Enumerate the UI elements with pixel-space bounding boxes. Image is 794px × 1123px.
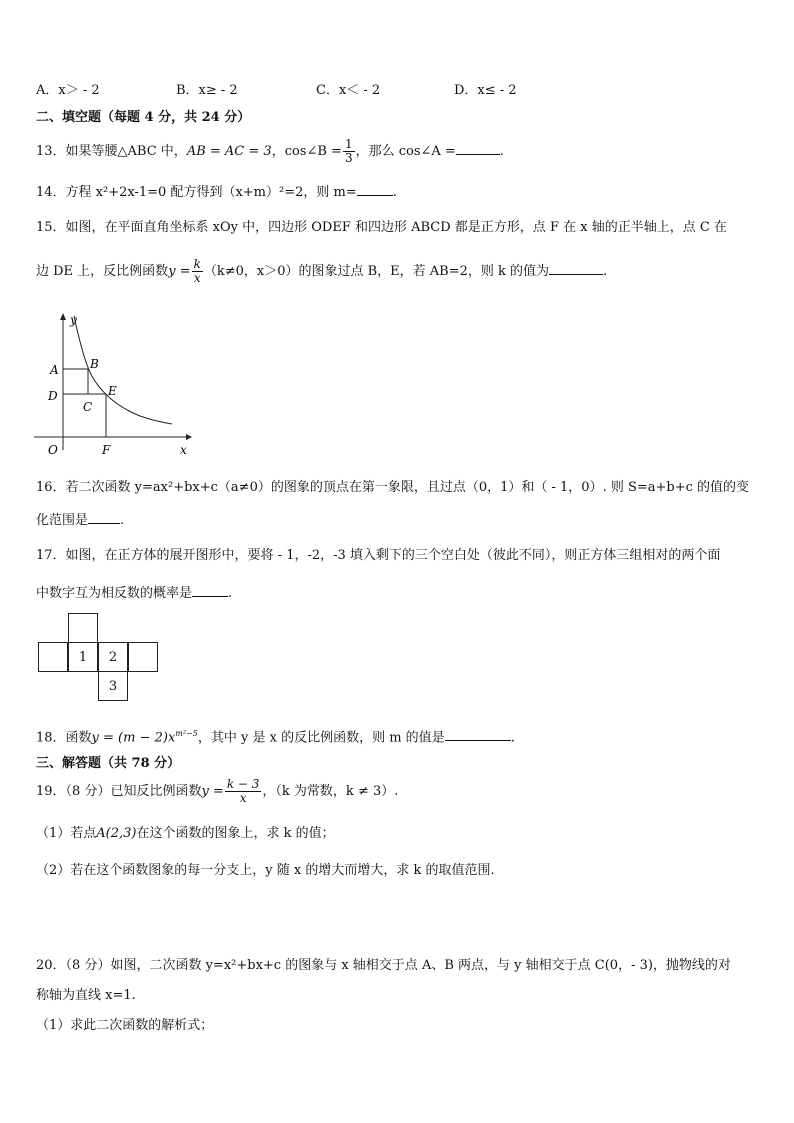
net-cell-two: 2	[98, 642, 128, 672]
question-14: 14．方程 x²+2x-1=0 配方得到（x+m）²=2，则 m= .	[36, 185, 397, 200]
label-a: A	[50, 363, 59, 377]
label-d: D	[48, 389, 58, 403]
q15-function: y =	[168, 264, 191, 279]
q18-function: y = (m − 2)x	[91, 730, 176, 746]
square-abcd	[63, 369, 88, 394]
option-b: B．x≥ - 2	[176, 83, 238, 98]
q15-answer-blank	[549, 262, 603, 275]
q18-answer-blank	[445, 728, 511, 741]
q13-equation: AB = AC = 3	[186, 144, 272, 159]
net-cell-left	[38, 642, 68, 672]
section-fill-blank-title: 二、填空题（每题 4 分，共 24 分）	[36, 110, 251, 125]
q19-point: A(2,3)	[96, 826, 137, 841]
y-axis-arrow	[60, 313, 66, 320]
label-o: O	[48, 443, 58, 457]
label-c: C	[83, 400, 93, 414]
net-cell-three: 3	[98, 671, 128, 701]
question-16-line1: 16．若二次函数 y=ax²+bx+c（a≠0）的图象的顶点在第一象限，且过点（0，1）和（ - 1，0）. 则 S=a+b+c 的值的变	[36, 480, 750, 495]
q13-fraction: $\frac{1}{3}$	[344, 137, 353, 165]
q13-answer-blank	[456, 142, 500, 155]
q14-text: 14．方程 x²+2x-1=0 配方得到（x+m）²=2，则 m=	[36, 185, 357, 200]
question-20-line2: 称轴为直线 x=1.	[36, 988, 136, 1003]
question-18: 18．函数$y = (m - 2)x^{m^2-5}$，其中 y 是 x 的反比例函数，则 m 的值是 .	[36, 729, 515, 746]
q15-fraction: $\frac{k}{x}$	[193, 257, 201, 285]
label-f: F	[102, 443, 111, 457]
question-15-line2: 边 DE 上，反比例函数y = $\frac{k}{x}$ （k≠0，x＞0）的图象过点 B，E，若 AB=2，则 k 的值为 .	[36, 257, 608, 285]
x-axis-arrow	[186, 434, 192, 440]
question-19-part2: （2）若在这个函数图象的每一分支上，y 随 x 的增大而增大，求 k 的取值范围.	[36, 863, 495, 878]
question-19: 19．（8 分）已知反比例函数y = $\frac{k - 3}{x}$ ，（k 为常数，k ≠ 3）.	[36, 777, 399, 805]
question-17-line2: 中数字互为相反数的概率是 .	[36, 586, 233, 601]
q17-answer-blank	[192, 584, 228, 597]
q14-answer-blank	[357, 183, 393, 196]
label-x: x	[180, 443, 187, 457]
section-answer-title: 三、解答题（共 78 分）	[36, 756, 181, 771]
question-20-part1: （1）求此二次函数的解析式；	[36, 1018, 214, 1033]
q19-function: y =	[201, 784, 224, 799]
q13-text: 13．如果等腰△ABC 中，	[36, 144, 187, 159]
figure-q15-coordinate-plane	[30, 308, 200, 458]
question-19-part1: （1）若点A(2,3)在这个函数的图象上，求 k 的值；	[36, 826, 335, 841]
label-b: B	[90, 357, 99, 371]
option-c: C．x＜ - 2	[316, 83, 381, 98]
label-e: E	[108, 384, 117, 398]
net-cell-top	[68, 613, 98, 643]
q16-answer-blank	[88, 511, 120, 524]
question-20-line1: 20．（8 分）如图，二次函数 y=x²+bx+c 的图象与 x 轴相交于点 A、B 两点，与 y 轴相交于点 C(0，- 3)，抛物线的对	[36, 958, 731, 973]
q19-fraction: $\frac{k - 3}{x}$	[226, 777, 260, 805]
label-y: y	[70, 313, 77, 327]
q13-cos-a: ，那么 cos∠A =	[355, 144, 456, 159]
question-16-line2: 化范围是 .	[36, 513, 125, 528]
q18-exponent: m²−5	[175, 729, 198, 738]
net-cell-right	[128, 642, 158, 672]
option-d: D．x≤ - 2	[454, 83, 517, 98]
q13-cos-b: ，cos∠B =	[271, 144, 342, 159]
cube-net-figure	[38, 613, 162, 705]
question-15-line1: 15．如图，在平面直角坐标系 xOy 中，四边形 ODEF 和四边形 ABCD 都是正方形，点 F 在 x 轴的正半轴上，点 C 在	[36, 220, 727, 235]
question-17-line1: 17．如图，在正方体的展开图形中，要将 - 1，-2，-3 填入剩下的三个空白处（彼此不同），则正方体三组相对的两个面	[36, 548, 721, 563]
option-a: A．x＞ - 2	[36, 83, 100, 98]
net-cell-one: 1	[68, 642, 98, 672]
question-13: 13．如果等腰△ABC 中，AB = AC = 3，cos∠B = $\frac{1}{3}$ ，那么 cos∠A = .	[36, 137, 504, 165]
